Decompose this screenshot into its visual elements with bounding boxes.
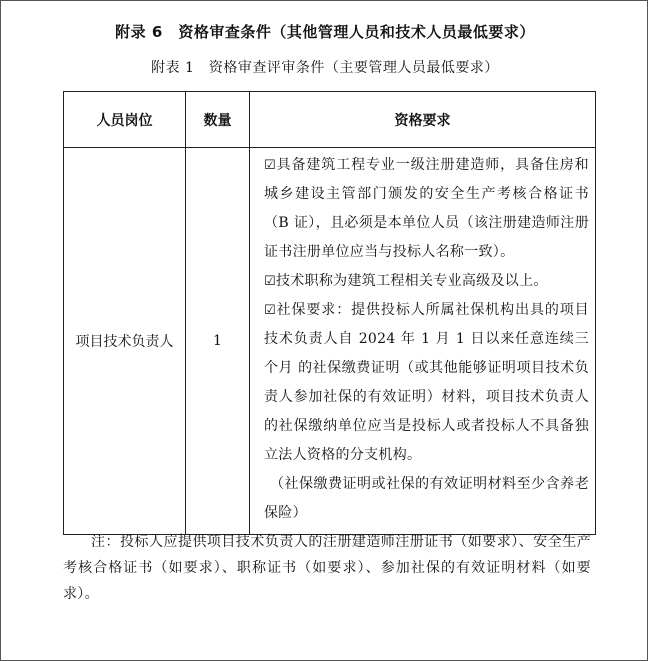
checkbox-checked-icon: ☑	[264, 274, 276, 289]
checkbox-checked-icon: ☑	[264, 303, 276, 318]
table-caption: 附表 1 资格审查评审条件（主要管理人员最低要求）	[151, 60, 499, 76]
requirement-item-title	[264, 267, 589, 296]
header-requirements: 资格要求	[250, 92, 596, 148]
checkbox-checked-icon: ☑	[264, 158, 276, 173]
table-header-row	[64, 92, 596, 148]
role-cell: 项目技术负责人	[64, 148, 186, 535]
count-cell: 1	[186, 148, 250, 535]
footnote: 注：投标人应提供项目技术负责人的注册建造师注册证书（如要求）、安全生产考核合格证书（如要求）、职称证书（如要求）、参加社保的有效证明材料（如要求）。	[63, 534, 591, 602]
header-quantity: 数量	[186, 92, 250, 148]
requirement-text: 技术职称为建筑工程相关专业高级及以上。	[275, 273, 548, 289]
requirement-text: 社保要求：提供投标人所属社保机构出具的项目技术负责人自 2024 年 1 月 1 日以来任意连续三个月 的社保缴费证明（或其他能够证明项目技术负责人参加社保的有效证明）材料，项目技术负责人的社保缴纳单位应当是投标人或者投标人不具备独立法人资格的分支机构。	[264, 302, 589, 463]
table-row	[64, 148, 596, 535]
requirement-item-certificate	[264, 151, 589, 267]
requirements-cell	[250, 148, 596, 535]
requirement-item-social-insurance	[264, 296, 589, 470]
appendix-title: 附录 6 资格审查条件（其他管理人员和技术人员最低要求）	[115, 23, 535, 41]
requirement-parenthetical: （社保缴费证明或社保的有效证明材料至少含养老保险）	[264, 476, 589, 521]
header-position: 人员岗位	[64, 92, 186, 148]
qualification-table	[63, 91, 596, 535]
requirement-text: 具备建筑工程专业一级注册建造师，具备住房和城乡建设主管部门颁发的安全生产考核合格证书（B 证），且必须是本单位人员（该注册建造师注册证书注册单位应当与投标人名称一致）。	[264, 157, 589, 260]
